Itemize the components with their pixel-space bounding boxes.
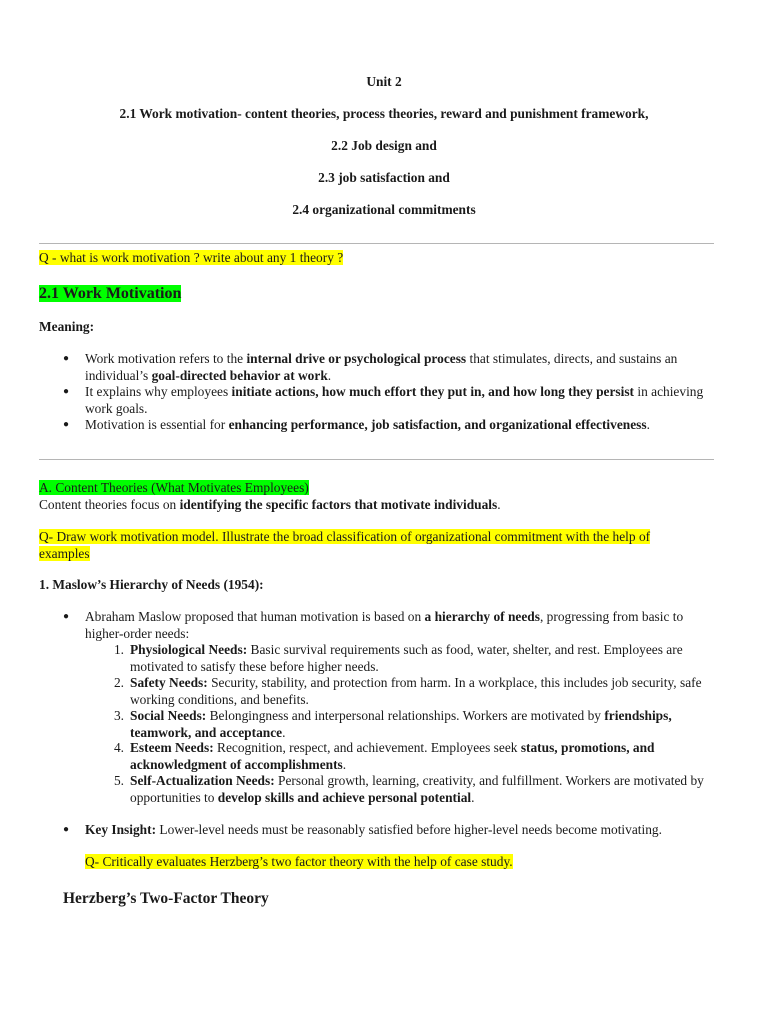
maslow-item-self-actualization: Self-Actualization Needs: Personal growth, learning, creativity, and fulfillment. Workers are motivated by opportunities to develop skills and achieve personal potential. [130, 773, 704, 805]
bullet-icon: ● [63, 419, 70, 430]
maslow-item-safety: Safety Needs: Security, stability, and protection from harm. In a workplace, this includes job security, safe working conditions, and benefits. [130, 675, 702, 707]
maslow-intro: Abraham Maslow proposed that human motivation is based on a hierarchy of needs, progressing from basic to higher-order needs: [85, 609, 684, 641]
meaning-bullet-1: Work motivation refers to the internal drive or psychological process that stimulates, directs, and sustains an individual’s goal-directed behavior at work. [85, 351, 678, 383]
list-number: 5. [113, 773, 124, 788]
question-1-text: Q - what is work motivation ? write about any 1 theory ? [39, 250, 344, 265]
meaning-bullet-3: Motivation is essential for enhancing performance, job satisfaction, and organizational effectiveness. [85, 417, 650, 432]
maslow-item-social: Social Needs: Belongingness and interpersonal relationships. Workers are motivated by friendships, teamwork, and acceptance. [130, 708, 672, 740]
divider-2 [39, 459, 714, 460]
content-theories-heading [39, 480, 309, 497]
maslow-heading: 1. Maslow’s Hierarchy of Needs (1954): [39, 577, 264, 592]
herzberg-heading: Herzberg’s Two-Factor Theory [63, 890, 269, 907]
section-title-text: 2.1 Work Motivation [39, 285, 182, 302]
list-number: 2. [113, 675, 124, 690]
content-theories-description: Content theories focus on identifying the specific factors that motivate individuals. [39, 497, 501, 512]
bullet-icon: ● [63, 353, 70, 364]
header-line-2: 2.2 Job design and [331, 138, 437, 153]
meaning-bullet-2: It explains why employees initiate actions, how much effort they put in, and how long they persist in achieving work goals. [85, 384, 704, 416]
bullet-icon: ● [63, 386, 70, 397]
list-number: 4. [113, 740, 124, 755]
list-number: 1. [113, 642, 124, 657]
unit-title: Unit 2 [366, 74, 402, 89]
content-theories-heading-text: A. Content Theories (What Motivates Employees) [39, 480, 309, 495]
question-1 [39, 250, 343, 267]
divider-1 [39, 243, 714, 244]
maslow-item-physiological: Physiological Needs: Basic survival requirements such as food, water, shelter, and rest. Employees are motivated to satisfy these before higher needs. [130, 642, 683, 674]
question-2-text: Q- Draw work motivation model. Illustrate the broad classification of organizational commitment with the help of examples [39, 529, 651, 561]
meaning-label: Meaning: [39, 319, 95, 334]
bullet-icon: ● [63, 611, 70, 622]
question-3 [85, 854, 513, 871]
question-2 [39, 529, 699, 562]
header-line-4: 2.4 organizational commitments [292, 202, 476, 217]
header-line-3: 2.3 job satisfaction and [318, 170, 450, 185]
question-3-text: Q- Critically evaluates Herzberg’s two factor theory with the help of case study. [85, 854, 513, 869]
bullet-icon: ● [63, 824, 70, 835]
maslow-item-esteem: Esteem Needs: Recognition, respect, and achievement. Employees seek status, promotions, and acknowledgment of accomplishments. [130, 740, 655, 772]
section-title [39, 284, 181, 304]
key-insight: Key Insight: Lower-level needs must be reasonably satisfied before higher-level needs become motivating. [85, 822, 662, 837]
list-number: 3. [113, 708, 124, 723]
header-line-1: 2.1 Work motivation- content theories, process theories, reward and punishment framework, [119, 106, 649, 121]
